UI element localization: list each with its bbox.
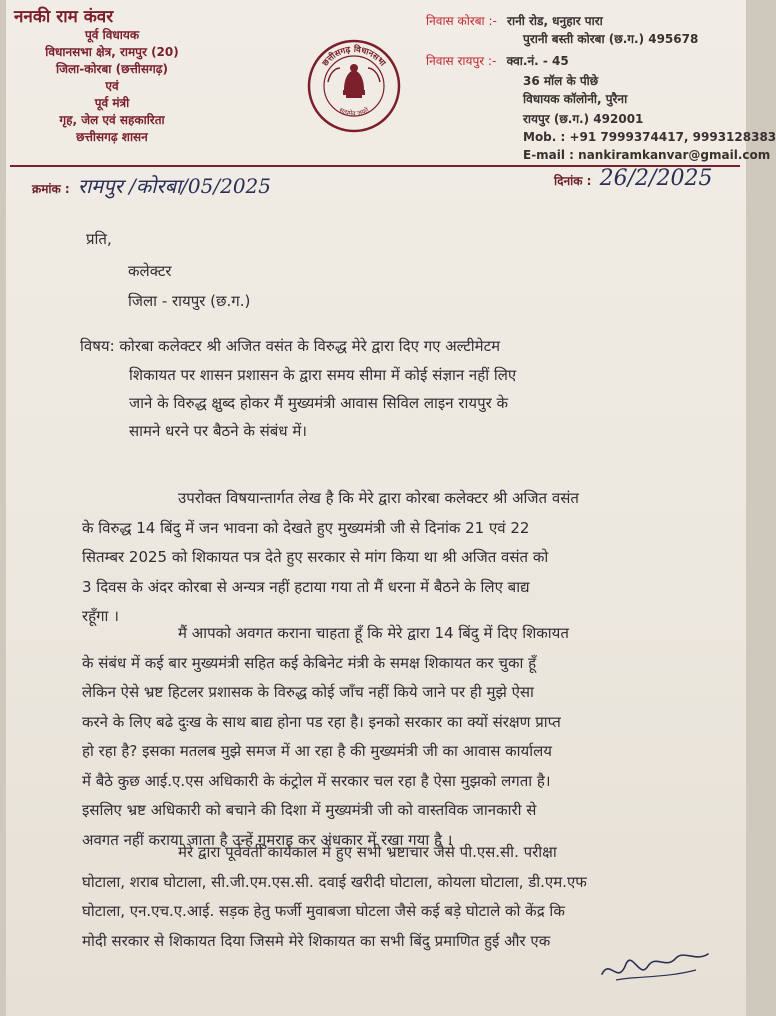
subject-line: सामने धरने पर बैठने के संबंध में। [129, 422, 307, 440]
seal-top-text: छत्तीसगढ़ विधानसभा [320, 44, 388, 69]
paragraph-line: मेरे द्वारा पूर्ववर्ती कार्यकाल में हुए सभी भ्रष्टाचार जैसे पी.एस.सी. परीक्षा [178, 843, 557, 861]
sender-line: एवं [105, 79, 119, 93]
raipur-address-line: विधायक कॉलोनी, पुरैना [523, 92, 628, 106]
letterhead-left [12, 4, 212, 146]
raipur-address-line: क्वा.नं. - 45 [506, 54, 569, 68]
addressee-line: जिला - रायपुर (छ.ग.) [128, 292, 251, 310]
assembly-seal-emblem [306, 38, 402, 134]
paragraph-line: में बैठे कुछ आई.ए.एस अधिकारी के कंट्रोल में सरकार चल रहा है ऐसा मुझको लगता है। [82, 771, 551, 790]
reference-number [32, 172, 271, 199]
mobile-number: Mob. : +91 7999374417, 9993128383 [523, 130, 776, 144]
raipur-address-line: 36 मॉल के पीछे [523, 74, 599, 88]
addressee-line: कलेक्टर [128, 262, 172, 280]
subject-line: शिकायत पर शासन प्रशासन के द्वारा समय सीमा में कोई संज्ञान नहीं लिए [129, 366, 517, 384]
sender-line: पूर्व विधायक [84, 28, 140, 42]
paragraph-line: करने के लिए बढे दुःख के साथ बाद्य होना पड रहा है। इनको सरकार का क्यों संरक्षण प्राप्त [82, 712, 561, 731]
paragraph-line: घोटाला, शराब घोटाला, सी.जी.एम.एस.सी. दवाई खरीदी घोटाला, कोयला घोटाला, डी.एम.एफ [82, 872, 587, 891]
paragraph-line: मैं आपको अवगत कराना चाहता हूँ कि मेरे द्वारा 14 बिंदु में दिए शिकायत [178, 624, 569, 642]
dinank-label: दिनांक : [554, 174, 592, 188]
paragraph-line: अवगत नहीं कराया जाता है उन्हें गुमराह कर अंधकार में रखा गया है । [82, 830, 453, 849]
addressee-line: प्रति, [86, 230, 112, 248]
raipur-residence-label: निवास रायपुर :- [426, 54, 497, 68]
paragraph-line: 3 दिवस के अंदर कोरबा से अन्यत्र नहीं हटाया गया तो मैं धरना में बैठने के लिए बाद्य [82, 577, 530, 596]
korba-address-line: पुरानी बस्ती कोरबा (छ.ग.) 495678 [523, 32, 699, 46]
paragraph-line: के विरुद्ध 14 बिंदु में जन भावना को देखते हुए मुख्यमंत्री जी से दिनांक 21 एवं 22 [82, 518, 530, 537]
paragraph-2 [82, 619, 702, 855]
kramank-label: क्रमांक : [32, 182, 70, 196]
sender-line: विधानसभा क्षेत्र, रामपुर (20) [45, 45, 179, 59]
sender-line: छत्तीसगढ़ शासन [76, 130, 148, 144]
raipur-address-line: रायपुर (छ.ग.) 492001 [523, 112, 644, 126]
signature-scribble [596, 940, 716, 990]
paragraph-line: इसलिए भ्रष्ट अधिकारी को बचाने की दिशा में मुख्यमंत्री जी को वास्तविक जानकारी से [82, 801, 537, 819]
reference-date [554, 166, 712, 191]
korba-address-line: रानी रोड, धनुहार पारा [507, 14, 603, 28]
svg-text:सत्यमेव जयते [338, 106, 371, 118]
subject-line: जाने के विरुद्ध क्षुब्द होकर मैं मुख्यमंत्री आवास सिविल लाइन रायपुर के [129, 394, 509, 412]
korba-residence-label: निवास कोरबा :- [426, 14, 497, 28]
letter-page [6, 0, 776, 1016]
sender-name: ननकी राम कंवर [14, 7, 114, 27]
paragraph-line: लेकिन ऐसे भ्रष्ट हिटलर प्रशासक के विरुद्ध कोई जाँच नहीं किये जाने पर ही मुझे ऐसा [82, 683, 534, 701]
email-address: E-mail : nankiramkanvar@gmail.com [523, 148, 771, 162]
paragraph-line: घोटाला, एन.एच.ए.आई. सड़क हेतु फर्जी मुवाबजा घोटला जैसे कई बड़े घोटाले को केंद्र कि [82, 902, 565, 920]
paragraph-line: हो रहा है? इसका मतलब मुझे समज में आ रहा है की मुख्यमंत्री जी का आवास कार्यालय [82, 742, 552, 760]
paragraph-line: मोदी सरकार से शिकायत दिया जिसमे मेरे शिकायत का सभी बिंदु प्रमाणित हुई और एक [82, 931, 551, 950]
paragraph-1 [82, 484, 702, 632]
paragraph-line: रहूँगा । [82, 607, 119, 625]
sender-line: जिला-कोरबा (छत्तीसगढ़) [55, 62, 168, 76]
subject-line: विषय: कोरबा कलेक्टर श्री अजित वसंत के विरुद्ध मेरे द्वारा दिए गए अल्टीमेटम [80, 337, 501, 355]
kramank-value: रामपुर /कोरबा/05/2025 [77, 174, 271, 198]
dinank-value: 26/2/2025 [599, 166, 713, 191]
paragraph-line: के संबंध में कई बार मुख्यमंत्री सहित कई केबिनेट मंत्री के समक्ष शिकायत कर चुका हूँ [82, 653, 537, 672]
sender-line: पूर्व मंत्री [94, 96, 130, 110]
seal-bottom-text: सत्यमेव जयते [337, 105, 371, 118]
sender-line: गृह, जेल एवं सहकारिता [59, 113, 165, 127]
paragraph-line: उपरोक्त विषयान्तार्गत लेख है कि मेरे द्वारा कोरबा कलेक्टर श्री अजित वसंत [178, 489, 579, 507]
paragraph-3 [82, 838, 702, 956]
paragraph-line: सितम्बर 2025 को शिकायत पत्र देते हुए सरकार से मांग किया था श्री अजित वसंत को [82, 548, 549, 566]
